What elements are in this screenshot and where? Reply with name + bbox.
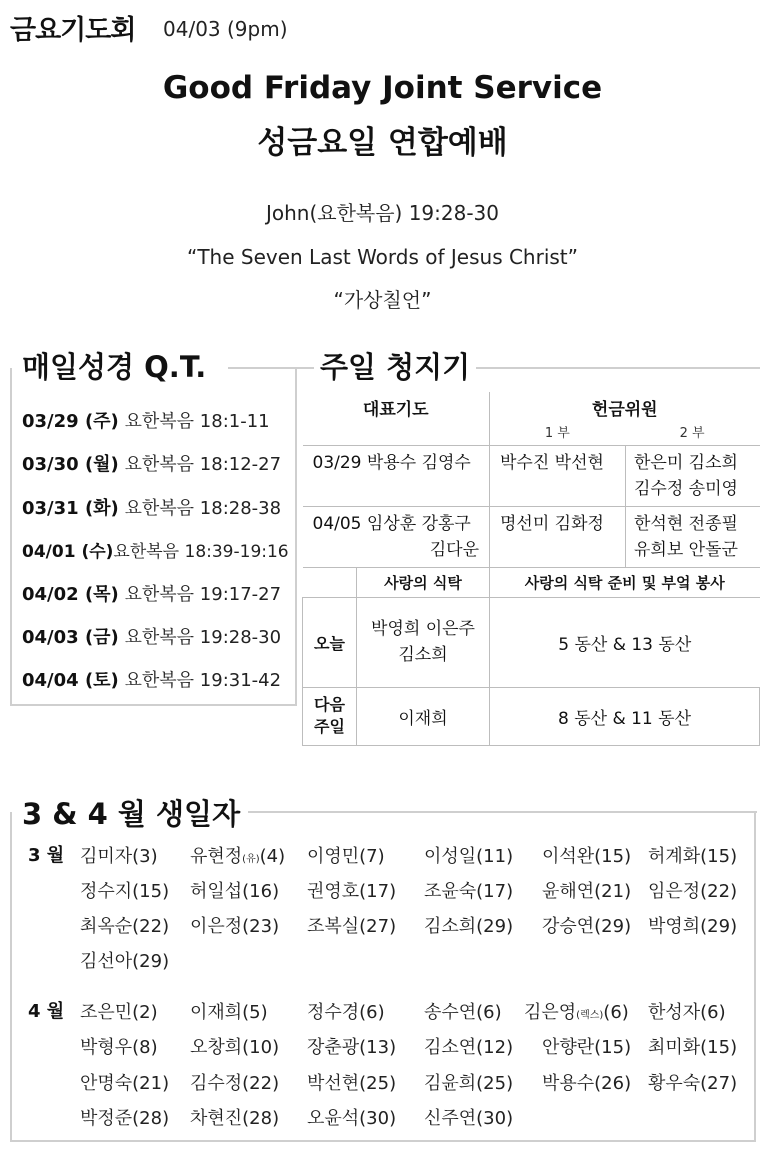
birthday-name: 최옥순(22): [80, 916, 170, 937]
april-label: 4 월: [28, 1001, 65, 1022]
prayer-header: 대표기도: [303, 392, 490, 445]
qt-row: 04/01 (수)요한복음 18:39-19:16: [22, 542, 289, 562]
birthday-name: 유현정(유)(4): [190, 846, 286, 867]
birthday-name: 이석완(15): [542, 846, 632, 867]
first-service-cell: 박수진 박선현: [490, 445, 626, 506]
love-prep-header: 사랑의 식탁 준비 및 부엌 봉사: [490, 567, 760, 597]
qt-row: 04/04 (토) 요한복음 19:31-42: [22, 670, 282, 691]
second-service-label: 2 부: [679, 426, 705, 441]
second-service-cell: 한은미 김소희 김수정 송미영: [626, 445, 760, 506]
next-week-label: 다음 주일: [303, 687, 357, 745]
qt-row: 03/31 (화) 요한복음 18:28-38: [22, 498, 282, 519]
sunday-title: 주일 청지기: [314, 345, 476, 386]
birthday-name: 박정준(28): [80, 1108, 170, 1129]
offering-header: 헌금위원 1 부 2 부: [490, 392, 760, 445]
birthday-name: 안명숙(21): [80, 1073, 170, 1094]
birthday-name: 박용수(26): [542, 1073, 632, 1094]
birthday-title: 3 & 4 월 생일자: [22, 792, 248, 833]
sermon-title-en: “The Seven Last Words of Jesus Christ”: [186, 245, 579, 269]
birthday-name: 허계화(15): [648, 846, 738, 867]
birthday-name: 오윤석(30): [307, 1108, 397, 1129]
birthday-name: 최미화(15): [648, 1037, 738, 1058]
birthday-name: 권영호(17): [307, 881, 397, 902]
sunday-table: [302, 392, 760, 746]
birthday-name: 조복실(27): [307, 916, 397, 937]
birthday-name: 차현진(28): [190, 1108, 280, 1129]
birthday-name: 박선현(25): [307, 1073, 397, 1094]
sermon-title-ko: “가상칠언”: [333, 288, 432, 312]
birthday-name: 신주연(30): [424, 1108, 514, 1129]
birthday-name: 박영희(29): [648, 916, 738, 937]
birthday-name: 한성자(6): [648, 1002, 726, 1023]
service-title-ko: 성금요일 연합예배: [257, 125, 508, 161]
birthday-name: 허일섭(16): [190, 881, 280, 902]
birthday-name: 이은정(23): [190, 916, 280, 937]
birthday-name: 박형우(8): [80, 1037, 158, 1058]
service-title-en: Good Friday Joint Service: [162, 70, 603, 106]
qt-row: 03/29 (주) 요한복음 18:1-11: [22, 411, 270, 432]
qt-row: 04/03 (금) 요한복음 19:28-30: [22, 627, 282, 648]
birthday-name: 조은민(2): [80, 1002, 158, 1023]
prayer-cell: 03/29 박용수 김영수: [303, 445, 490, 506]
birthday-name: 정수경(6): [307, 1002, 385, 1023]
qt-divider: [228, 367, 298, 369]
today-love-table: 박영희 이은주 김소희: [357, 597, 490, 687]
first-service-label: 1 부: [544, 426, 570, 441]
first-service-cell: 명선미 김화정: [490, 506, 626, 567]
birthday-name: 임은정(22): [648, 881, 738, 902]
birthday-name: 김소희(29): [424, 916, 514, 937]
march-label: 3 월: [28, 845, 65, 866]
birthday-name: 정수지(15): [80, 881, 170, 902]
birthday-name: 윤해연(21): [542, 881, 632, 902]
birthday-name: 이재희(5): [190, 1002, 268, 1023]
birthday-name: 강승연(29): [542, 916, 632, 937]
birthday-name: 황우숙(27): [648, 1073, 738, 1094]
birthday-name: 김수정(22): [190, 1073, 280, 1094]
page-title: 금요기도회: [10, 15, 136, 46]
qt-title: 매일성경 Q.T.: [22, 345, 214, 386]
birthday-name: 김선아(29): [80, 951, 170, 972]
note-rex: (렉스): [576, 1010, 604, 1021]
service-date: 04/03 (9pm): [163, 17, 288, 41]
next-love-table: 이재희: [357, 687, 490, 745]
love-table-header: 사랑의 식탁: [357, 567, 490, 597]
birthday-name: 김미자(3): [80, 846, 158, 867]
prayer-cell: 04/05 임상훈 강홍구 김다운: [303, 506, 490, 567]
note-yu: (유): [242, 854, 260, 865]
qt-row: 04/02 (목) 요한복음 19:17-27: [22, 584, 282, 605]
birthday-name: 이영민(7): [307, 846, 385, 867]
birthday-name: 장춘광(13): [307, 1037, 397, 1058]
birthday-name: 안향란(15): [542, 1037, 632, 1058]
second-service-cell: 한석현 전종필 유희보 안돌군: [626, 506, 760, 567]
birthday-name: 김윤희(25): [424, 1073, 514, 1094]
qt-row: 03/30 (월) 요한복음 18:12-27: [22, 454, 282, 475]
birthday-divider: [238, 811, 757, 813]
next-prep: 8 동산 & 11 동산: [490, 687, 760, 745]
birthday-name: 오창희(10): [190, 1037, 280, 1058]
birthday-name: 이성일(11): [424, 846, 514, 867]
birthday-name: 김소연(12): [424, 1037, 514, 1058]
scripture-reference: John(요한복음) 19:28-30: [265, 201, 500, 225]
today-prep: 5 동산 & 13 동산: [490, 597, 760, 687]
birthday-name: 조윤숙(17): [424, 881, 514, 902]
today-label: 오늘: [303, 597, 357, 687]
birthday-name: 김은영(렉스)(6): [524, 1002, 629, 1023]
birthday-name: 송수연(6): [424, 1002, 502, 1023]
